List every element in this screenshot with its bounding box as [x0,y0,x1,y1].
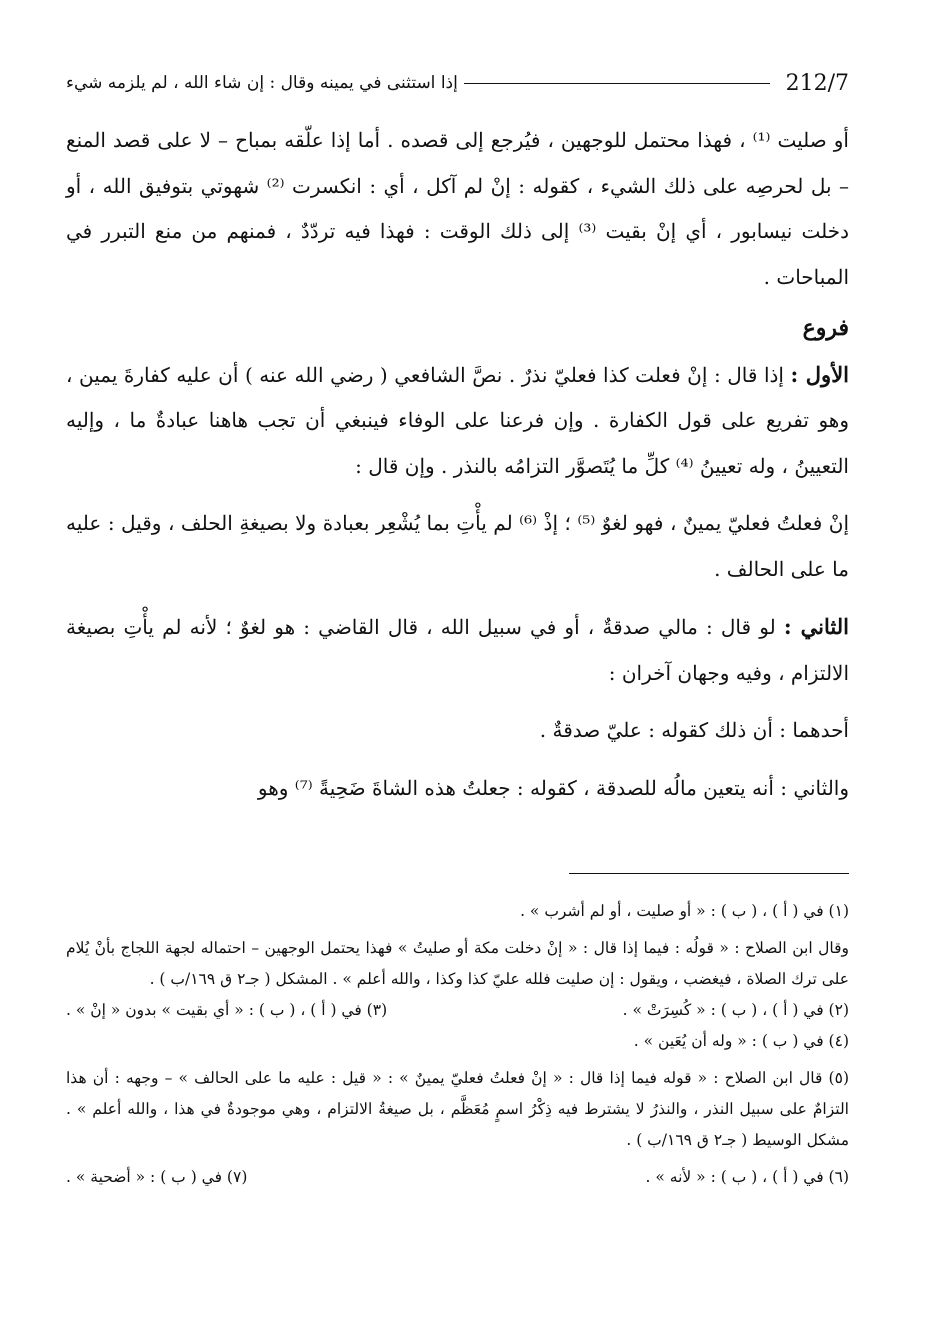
section-heading: فروع [802,315,849,341]
paragraph-4 [66,604,849,696]
running-title: إذا استثنى في يمينه وقال : إن شاء الله ، لم يلزمه شيء [66,73,458,93]
footnote-7: (٧) في ( ب ) : « أضحية » . [66,1168,248,1186]
footnote-row-2-3 [66,995,849,1026]
footnote-separator [569,873,849,874]
footnotes [66,896,849,1193]
paragraph-4-text: لو قال : مالي صدقةٌ ، أو في سبيل الله ، قال القاضي : هو لغوٌ ؛ لأنه لم يأْتِ بصيغة الالتزام ، وفيه وجهان آخران : [66,615,849,685]
footnote-6: (٦) في ( أ ) ، ( ب ) : « لأنه » . [645,1168,849,1186]
footnote-1-continuation: وقال ابن الصلاح : « قولُه : فيما إذا قال : « إنْ دخلت مكة أو صليتُ » فهذا يحتمل الوجهين – احتماله لجهة اللجاج بأنْ يُلام على ترك الصلاة ، فيغضب ، ويقول : إن صليت فلله عليّ كذا وكذا ، والله أعلم » . المشكل ( جـ٢ ق ١٦٩/ب ) . [66,939,849,988]
paragraph-2-lead: الأول : [790,361,850,387]
footnote-1: (١) في ( أ ) ، ( ب ) : « أو صليت ، أو لم أشرب » . [520,902,849,920]
paragraph-2-text: إذا قال : إنْ فعلت كذا فعليّ نذرٌ . نصَّ الشافعي ( رضي الله عنه ) أن عليه كفارةَ يمين ، وهو تفريع على قول الكفارة . وإن فرعنا على الوفاء فينبغي أن تجب هاهنا عبادةٌ ما ، وإليه التعيينُ ، وله تعيينُ ⁽⁴⁾ كلِّ ما يُتَصوَّر التزامُه بالنذر . وإن قال : [66,362,849,478]
footnote-3: (٣) في ( أ ) ، ( ب ) : « أي بقيت » بدون « إنْ » . [66,1001,388,1019]
paragraph-1: أو صليت ⁽¹⁾ ، فهذا محتمل للوجهين ، فيُرجع إلى قصده . أما إذا علّقه بمباح – لا على قصد المنع – بل لحرصِه على ذلك الشيء ، كقوله : إنْ لم آكل ، أي : انكسرت ⁽²⁾ شهوتي بتوفيق الله ، أو دخلت نيسابور ، أي إنْ بقيت ⁽³⁾ إلى ذلك الوقت : فهذا فيه تردّدٌ ، فمنهم من منع التبرر في المباحات . [66,128,850,289]
paragraph-4-lead: الثاني : [783,614,850,639]
footnote-4: (٤) في ( ب ) : « وله أن يُعَين » . [633,1032,849,1050]
paragraph-5: أحدهما : أن ذلك كقوله : عليّ صدقةٌ . [539,718,849,742]
footnote-row-6-7 [66,1162,849,1193]
header-rule [464,83,770,84]
page-number: 212/7 [785,70,849,96]
footnote-2: (٢) في ( أ ) ، ( ب ) : « كُسِرَتْ » . [622,1001,849,1019]
paragraph-6: والثاني : أنه يتعين مالُه للصدقة ، كقوله : جعلتُ هذه الشاةَ ضَحِيةً ⁽⁷⁾ وهو [257,775,849,800]
paragraph-3: إنْ فعلتُ فعليّ يمينٌ ، فهو لغوٌ ⁽⁵⁾ ؛ إذْ ⁽⁶⁾ لم يأْتِ بما يُشْعِر بعبادة ولا بصيغةِ الحلف ، وقيل : عليه ما على الحالف . [66,511,850,581]
footnote-5: (٥) قال ابن الصلاح : « قوله فيما إذا قال : « إنْ فعلتُ فعليّ يمينٌ » : « قيل : عليه ما على الحالف » – وجهه : أن هذا التزامٌ على سبيل النذر ، والنذرُ لا يشترط فيه ذِكْرُ اسمٍ مُعَظَّم ، بل صيغةُ الالتزام ، وهي موجودةٌ في هذا ، والله أعلم » . مشكل الوسيط ( جـ٢ ق ١٦٩/ب ) . [66,1069,849,1149]
paragraph-2 [66,352,849,490]
page-header [66,66,849,100]
main-text [66,118,849,811]
